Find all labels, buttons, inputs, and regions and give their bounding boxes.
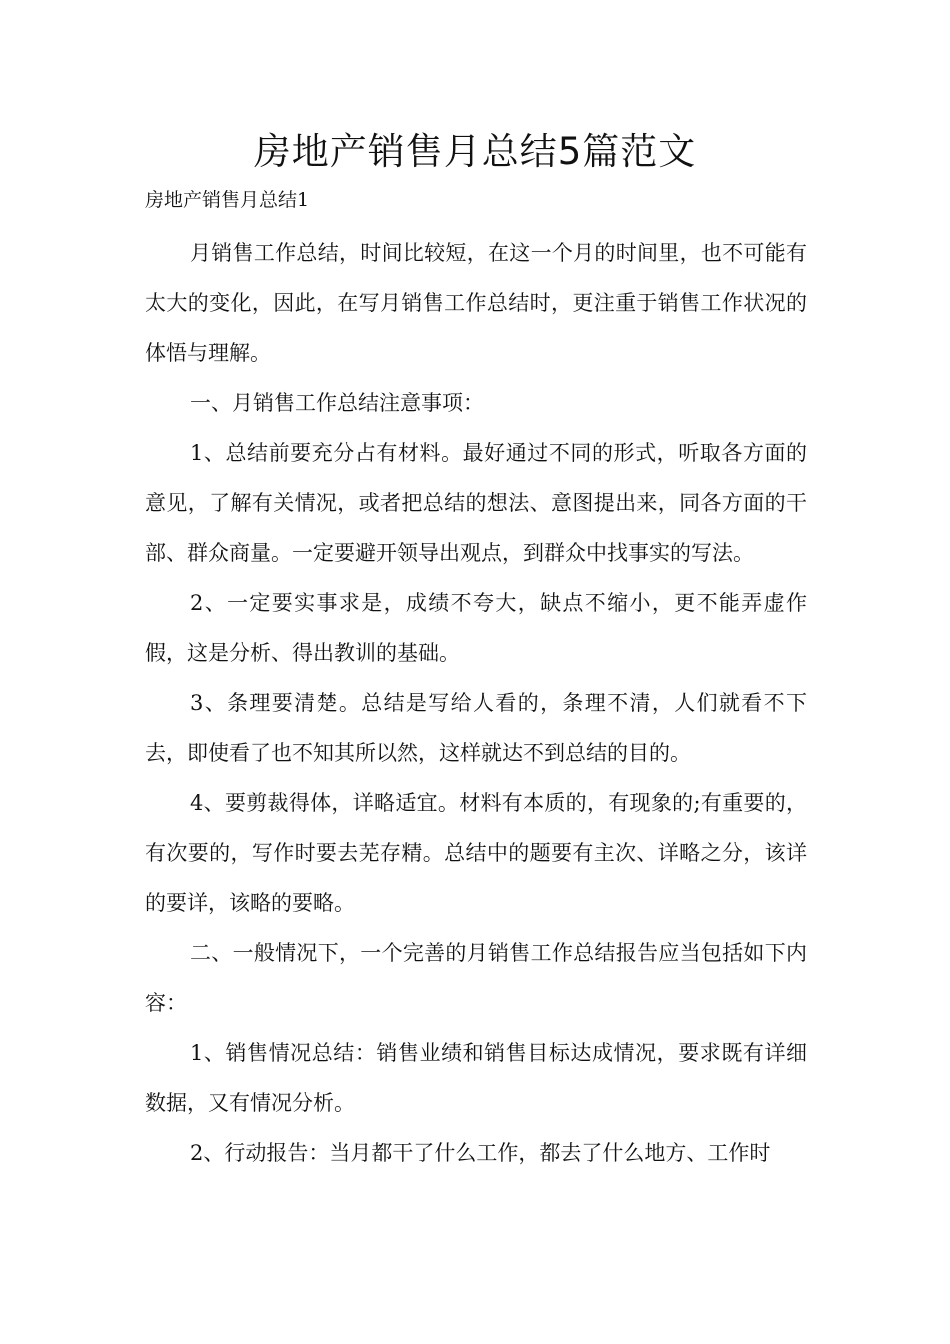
document-subtitle: 房地产销售月总结1 [145, 189, 310, 211]
paragraph-note-3: 3、条理要清楚。总结是写给人看的，条理不清，人们就看不下去，即使看了也不知其所以然，这样就达不到总结的目的。 [145, 691, 807, 765]
section-heading-notes: 一、月销售工作总结注意事项： [190, 391, 484, 415]
paragraph-content-1: 1、销售情况总结：销售业绩和销售目标达成情况，要求既有详细数据，又有情况分析。 [145, 1041, 807, 1115]
paragraph-note-1: 1、总结前要充分占有材料。最好通过不同的形式，听取各方面的意见，了解有关情况，或者把总结的想法、意图提出来，同各方面的干部、群众商量。一定要避开领导出观点，到群众中找事实的写法。 [145, 441, 807, 565]
section-heading-contents: 二、一般情况下，一个完善的月销售工作总结报告应当包括如下内容： [145, 941, 807, 1015]
document-body [145, 228, 807, 1178]
paragraph-note-4: 4、要剪裁得体，详略适宜。材料有本质的，有现象的;有重要的，有次要的，写作时要去芜存精。总结中的题要有主次、详略之分，该详的要详，该略的要略。 [145, 791, 807, 915]
paragraph-content-2: 2、行动报告：当月都干了什么工作，都去了什么地方、工作时 [190, 1141, 771, 1165]
paragraph-intro: 月销售工作总结，时间比较短，在这一个月的时间里，也不可能有太大的变化，因此，在写月销售工作总结时，更注重于销售工作状况的体悟与理解。 [145, 241, 807, 365]
paragraph-note-2: 2、一定要实事求是，成绩不夸大，缺点不缩小，更不能弄虚作假，这是分析、得出教训的基础。 [145, 591, 807, 665]
document-title: 房地产销售月总结5篇范文 [253, 130, 697, 173]
